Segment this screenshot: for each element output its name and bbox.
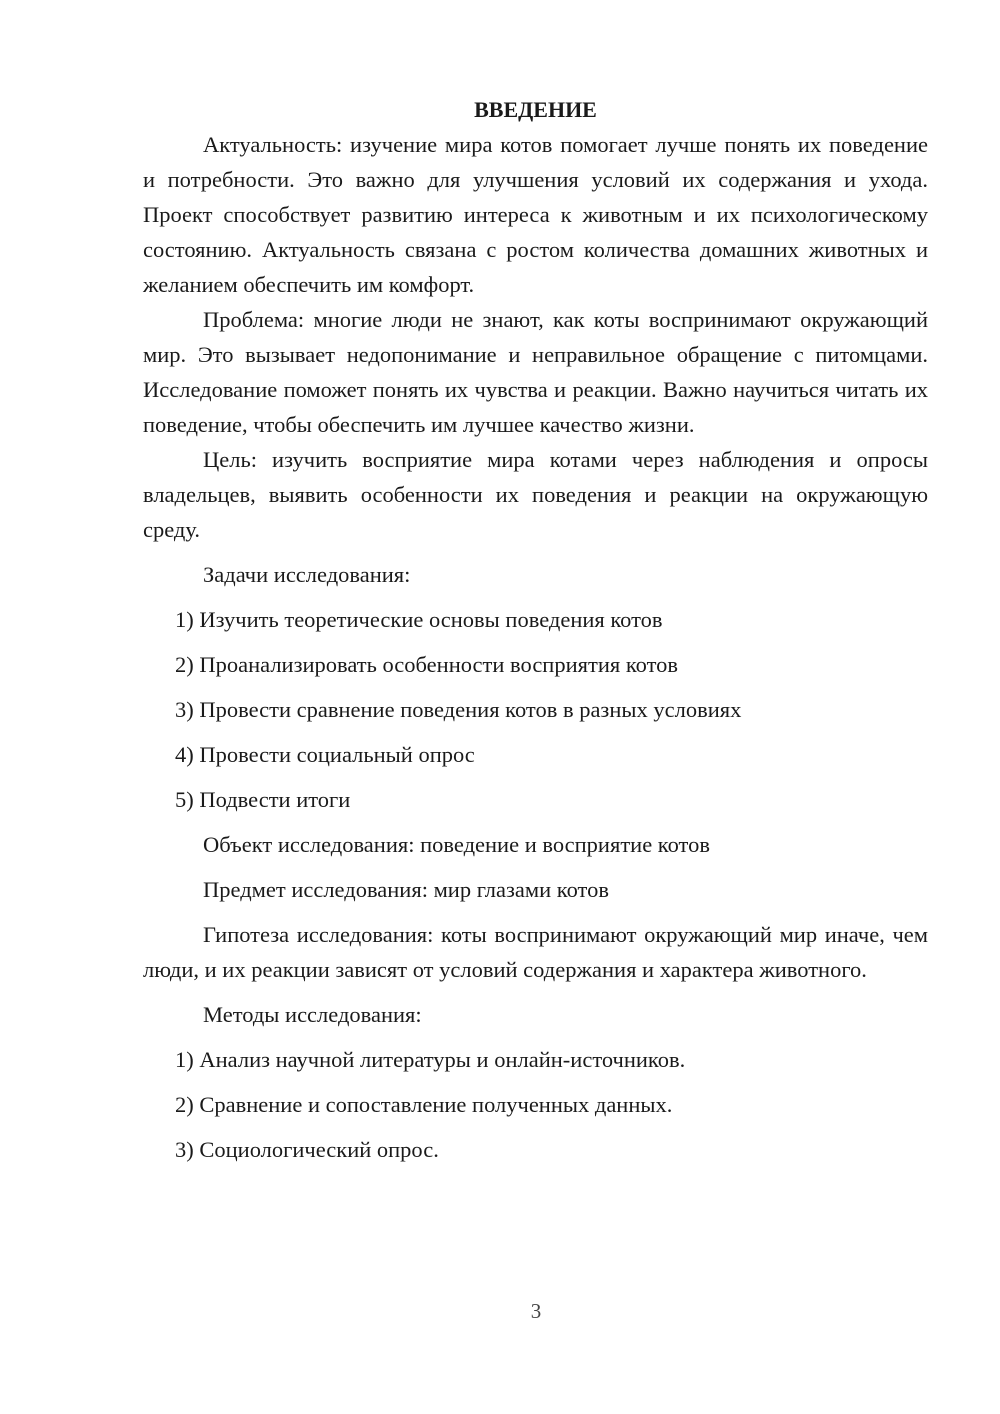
goal-paragraph: Цель: изучить восприятие мира котами через наблюдения и опросы владельцев, выявить особенности их поведения и реакции на окружающую среду. (143, 447, 928, 542)
hypothesis-paragraph: Гипотеза исследования: коты воспринимают окружающий мир иначе, чем люди, и их реакции зависят от условий содержания и характера животного. (143, 922, 928, 982)
document-page (143, 92, 928, 1167)
method-item: 1) Анализ научной литературы и онлайн-источников. (175, 1047, 686, 1072)
problem-paragraph: Проблема: многие люди не знают, как коты воспринимают окружающий мир. Это вызывает недопонимание и неправильное обращение с питомцами. Исследование поможет понять их чувства и реакции. Важно научиться читать их поведение, чтобы обеспечить им лучшее качество жизни. (143, 307, 928, 437)
research-subject: Предмет исследования: мир глазами котов (203, 877, 609, 902)
task-item: 2) Проанализировать особенности восприятия котов (175, 652, 678, 677)
methods-label: Методы исследования: (203, 1002, 422, 1027)
relevance-paragraph: Актуальность: изучение мира котов помогает лучше понять их поведение и потребности. Это важно для улучшения условий их содержания и ухода. Проект способствует развитию интереса к животным и их психологическому состоянию. Актуальность связана с ростом количества домашних животных и желанием обеспечить им комфорт. (143, 132, 928, 297)
tasks-label: Задачи исследования: (203, 562, 411, 587)
task-item: 4) Провести социальный опрос (175, 742, 475, 767)
task-item: 5) Подвести итоги (175, 787, 351, 812)
method-item: 2) Сравнение и сопоставление полученных данных. (175, 1092, 673, 1117)
task-item: 1) Изучить теоретические основы поведения котов (175, 607, 663, 632)
research-object: Объект исследования: поведение и восприятие котов (203, 832, 710, 857)
page-title: ВВЕДЕНИЕ (474, 97, 597, 122)
page-number: 3 (530, 1299, 542, 1323)
method-item: 3) Социологический опрос. (175, 1137, 439, 1162)
tasks-list (143, 602, 928, 817)
methods-list (143, 1042, 928, 1167)
task-item: 3) Провести сравнение поведения котов в разных условиях (175, 697, 742, 722)
